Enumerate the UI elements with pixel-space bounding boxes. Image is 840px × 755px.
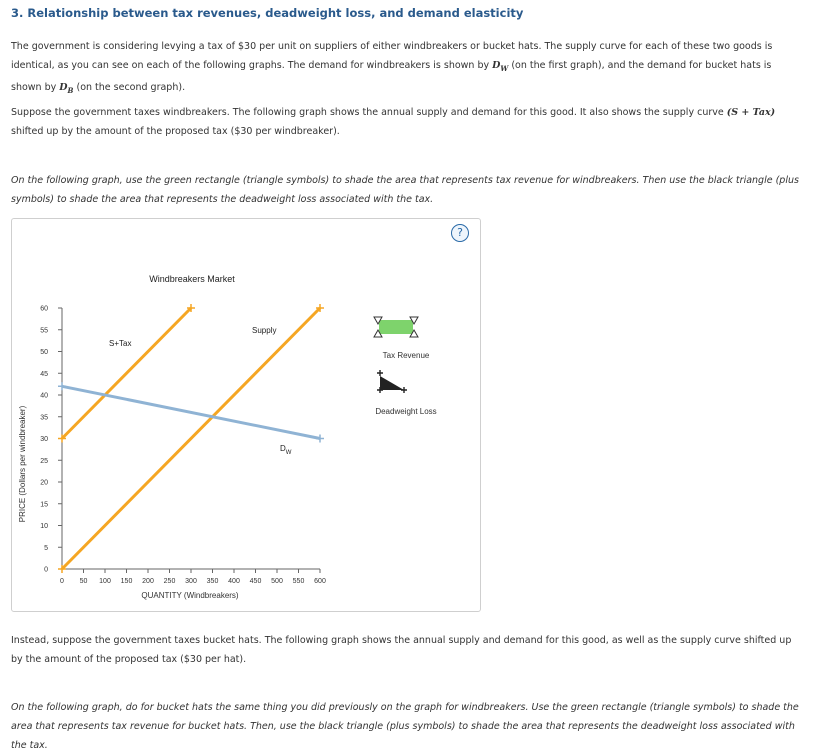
chart-title: Windbreakers Market	[149, 274, 235, 284]
y-tick-label: 55	[40, 327, 48, 335]
suppose-paragraph	[11, 103, 801, 141]
intro-paragraph	[11, 37, 801, 100]
x-tick-label: 350	[206, 578, 219, 585]
dw-endpoint-handle[interactable]	[316, 435, 324, 443]
y-tick-label: 35	[40, 414, 48, 422]
y-tick-label: 10	[40, 523, 48, 530]
y-tick-label: 50	[40, 349, 48, 356]
question-title: 3. Relationship between tax revenues, deadweight loss, and demand elasticity	[11, 6, 524, 20]
supply-plus-tax-symbol: (S + Tax)	[726, 107, 776, 118]
x-tick-label: 200	[142, 578, 154, 585]
windbreakers-chart[interactable]	[12, 219, 480, 611]
suppose-text-2: shifted up by the amount of the proposed tax ($30 per windbreaker).	[11, 126, 340, 137]
demand-windbreakers-symbol: $D_W$	[492, 60, 509, 73]
deadweight-loss-tool[interactable]	[377, 370, 407, 393]
y-tick-label: 25	[40, 457, 48, 465]
s-tax-curve[interactable]	[62, 308, 191, 439]
y-tick-label: 20	[40, 479, 48, 487]
x-tick-label: 0	[60, 578, 64, 585]
instruction-windbreakers: On the following graph, use the green rectangle (triangle symbols) to shade the area that represents tax revenue for windbreakers. Then use the black triangle (plus symbols) to shade the area that represents the deadweight loss associated with the tax.	[11, 175, 799, 205]
dw-curve[interactable]	[62, 386, 320, 438]
intro-text-3: (on the second graph).	[76, 81, 186, 93]
supply-label: Supply	[252, 326, 277, 335]
demand-buckethats-symbol: $D_B$	[59, 81, 74, 95]
y-axis-label: PRICE (Dollars per windbreaker)	[18, 405, 27, 523]
dw-endpoint-handle[interactable]	[58, 382, 66, 390]
dw-label: $D_W$	[280, 444, 292, 456]
deadweight-loss-swatch[interactable]	[380, 376, 404, 390]
x-axis-label: QUANTITY (Windbreakers)	[141, 591, 239, 600]
y-tick-label: 45	[40, 370, 48, 378]
x-tick-label: 300	[185, 578, 197, 585]
intro-text-2: (on the first graph), and the demand for bucket hats is shown by	[11, 60, 772, 93]
y-tick-label: 15	[40, 501, 48, 509]
tax-revenue-label: Tax Revenue	[382, 351, 430, 360]
x-tick-label: 500	[271, 578, 283, 585]
x-tick-label: 250	[163, 578, 176, 585]
help-icon[interactable]: ?	[451, 224, 469, 242]
tax-revenue-tool[interactable]	[374, 317, 418, 337]
graph-panel	[11, 218, 481, 612]
x-tick-label: 100	[99, 578, 111, 585]
x-tick-label: 600	[314, 578, 326, 585]
x-tick-label: 550	[292, 578, 305, 585]
suppose-text-1: Suppose the government taxes windbreakers. The following graph shows the annual supply and demand for this good. It also shows the supply curve	[11, 107, 724, 118]
y-tick-label: 30	[40, 436, 48, 443]
x-tick-label: 400	[228, 578, 240, 585]
y-tick-label: 5	[44, 544, 48, 552]
deadweight-loss-label: Deadweight Loss	[375, 407, 437, 416]
y-tick-label: 60	[40, 305, 48, 313]
x-tick-label: 50	[79, 578, 88, 585]
instead-paragraph: Instead, suppose the government taxes bucket hats. The following graph shows the annual supply and demand for this good, as well as the supply curve shifted up by the amount of the proposed tax ($30 per hat).	[11, 635, 792, 665]
intro-text-1: The government is considering levying a tax of $30 per unit on suppliers of either windbreakers or bucket hats. The supply curve for each of these two goods is identical, as you can see on each of the following graphs. The demand for windbreakers is shown by	[11, 41, 773, 71]
instruction-buckethats: On the following graph, do for bucket hats the same thing you did previously on the graph for windbreakers. Use the green rectangle (triangle symbols) to shade the area that represents tax revenue for bucket hats. Then, use the black triangle (plus symbols) to shade the area that represents the deadweight loss associated with the tax.	[11, 702, 799, 751]
x-tick-label: 150	[120, 578, 133, 585]
y-tick-label: 0	[44, 566, 48, 574]
s-tax-label: S+Tax	[109, 339, 132, 348]
y-tick-label: 40	[40, 392, 48, 400]
tax-revenue-swatch[interactable]	[379, 320, 413, 334]
supply-curve[interactable]	[62, 308, 320, 569]
x-tick-label: 450	[249, 578, 262, 585]
